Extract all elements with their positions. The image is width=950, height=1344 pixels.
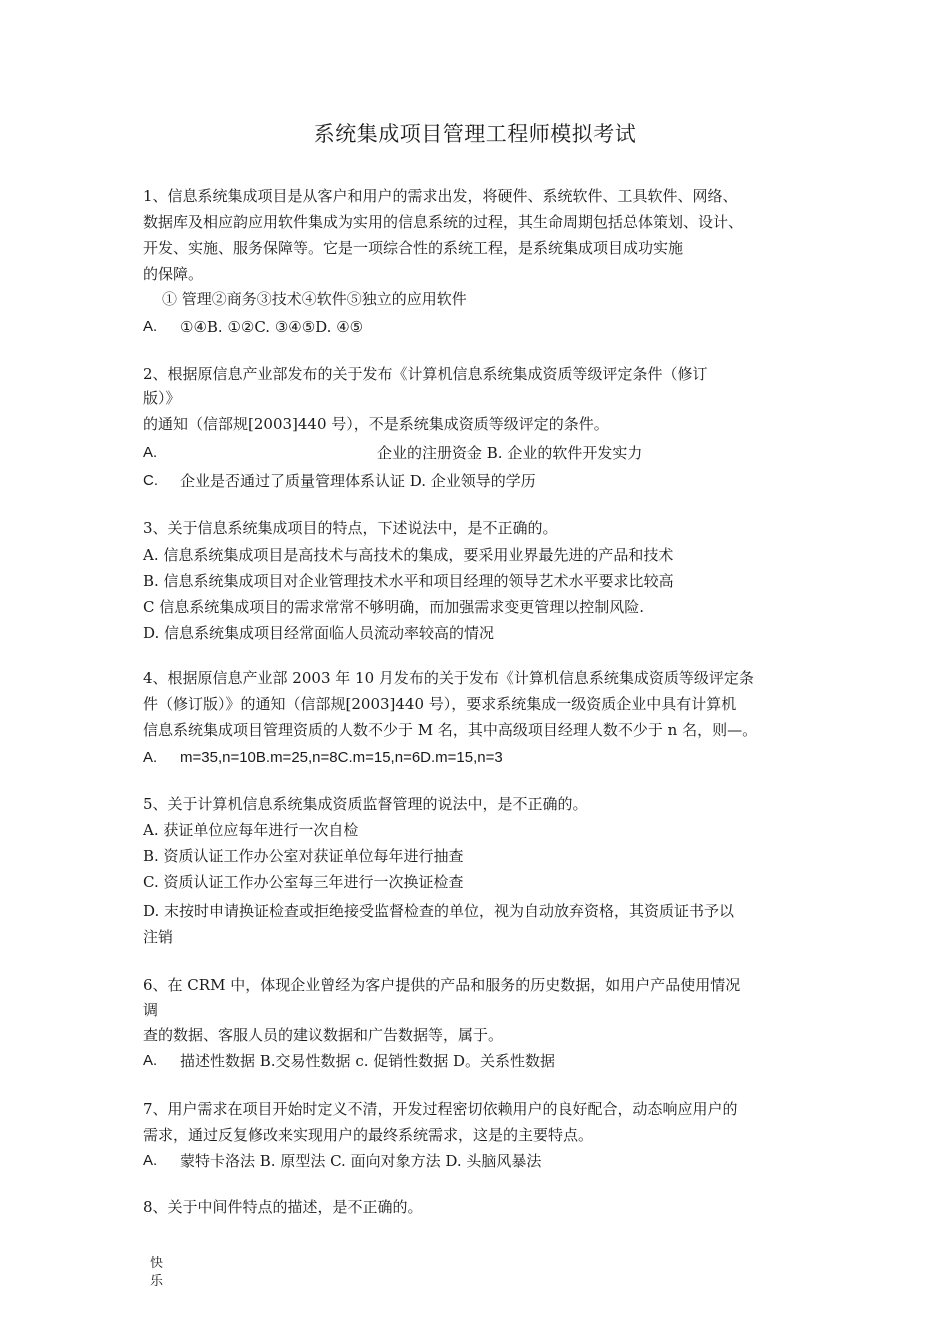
q5-option: A. 获证单位应每年进行一次自检: [143, 821, 359, 839]
q5-option: D. 末按时申请换证检查或拒绝接受监督检查的单位，视为自动放弃资格，其资质证书予以: [143, 902, 735, 920]
q1-text-line: 数据库及相应韵应用软件集成为实用的信息系统的过程，其生命周期包括总体策划、设计、: [143, 213, 744, 231]
q6-options: 描述性数据 B.交易性数据 c. 促销性数据 D。关系性数据: [180, 1052, 556, 1070]
q1-item-list: ① 管理②商务③技术④软件⑤独立的应用软件: [162, 290, 467, 308]
q6-text-line: 调: [143, 1001, 159, 1019]
page-footer: 快乐: [150, 1256, 164, 1289]
q7-text-line: 7、用户需求在项目开始时定义不清，开发过程密切依赖用户的良好配合，动态响应用户的: [143, 1100, 738, 1118]
q2-option-label: A.: [143, 444, 158, 461]
q7-options: 蒙特卡洛法 B. 原型法 C. 面向对象方法 D. 头脑风暴法: [180, 1152, 542, 1170]
q8-text-line: 8、关于中间件特点的描述，是不正确的。: [143, 1198, 423, 1216]
q4-options: m=35,n=10B.m=25,n=8C.m=15,n=6D.m=15,n=3: [180, 749, 503, 766]
q6-text-line: 查的数据、客服人员的建议数据和广告数据等，属于。: [143, 1026, 504, 1044]
q3-option: A. 信息系统集成项目是高技术与高技术的集成，要采用业界最先进的产品和技术: [143, 546, 674, 564]
q3-option: C 信息系统集成项目的需求常常不够明确，而加强需求变更管理以控制风险.: [143, 598, 645, 616]
q5-option: 注销: [143, 928, 174, 946]
q2-text-line: 的通知（信部规[2003]440 号），不是系统集成资质等级评定的条件。: [143, 415, 609, 433]
q2-options-c-d: 企业是否通过了质量管理体系认证 D. 企业领导的学历: [180, 472, 536, 490]
q4-option-label: A.: [143, 749, 158, 766]
q2-options-a-b: 企业的注册资金 B. 企业的软件开发实力: [377, 444, 643, 462]
page-title: 系统集成项目管理工程师模拟考试: [313, 122, 637, 146]
q1-text-line: 1、信息系统集成项目是从客户和用户的需求出发，将硬件、系统软件、工具软件、网络、: [143, 187, 738, 205]
q5-option: B. 资质认证工作办公室对获证单位每年进行抽查: [143, 847, 464, 865]
q6-text-line: 6、在 CRM 中，体现企业曾经为客户提供的产品和服务的历史数据，如用户产品使用情况: [143, 976, 741, 994]
q1-text-line: 的保障。: [143, 265, 204, 283]
q2-option-label: C.: [143, 472, 158, 489]
q3-text-line: 3、关于信息系统集成项目的特点，下述说法中，是不正确的。: [143, 519, 558, 537]
q6-option-label: A.: [143, 1052, 158, 1069]
q4-text-line: 件（修订版）》的通知（信部规[2003]440 号），要求系统集成一级资质企业中具有计算机: [143, 695, 737, 713]
q2-text-line: 版）》: [143, 389, 181, 407]
q4-text-line: 信息系统集成项目管理资质的人数不少于 M 名，其中高级项目经理人数不少于 n 名，则—。: [143, 721, 758, 739]
q5-option: C. 资质认证工作办公室每三年进行一次换证检查: [143, 873, 464, 891]
q5-text-line: 5、关于计算机信息系统集成资质监督管理的说法中，是不正确的。: [143, 795, 588, 813]
q3-option: B. 信息系统集成项目对企业管理技术水平和项目经理的领导艺术水平要求比较高: [143, 572, 674, 590]
q7-option-label: A.: [143, 1152, 158, 1169]
q1-option-label: A.: [143, 318, 158, 335]
q1-text-line: 开发、实施、服务保障等。它是一项综合性的系统工程，是系统集成项目成功实施: [143, 239, 684, 257]
q3-option: D. 信息系统集成项目经常面临人员流动率较高的情况: [143, 624, 495, 642]
q2-text-line: 2、根据原信息产业部发布的关于发布《计算机信息系统集成资质等级评定条件（修订: [143, 365, 708, 383]
q4-text-line: 4、根据原信息产业部 2003 年 10 月发布的关于发布《计算机信息系统集成资质等级评定条: [143, 669, 754, 687]
q7-text-line: 需求，通过反复修改来实现用户的最终系统需求，这是的主要特点。: [143, 1126, 594, 1144]
q1-options: ①④B. ①②C. ③④⑤D. ④⑤: [180, 318, 364, 336]
